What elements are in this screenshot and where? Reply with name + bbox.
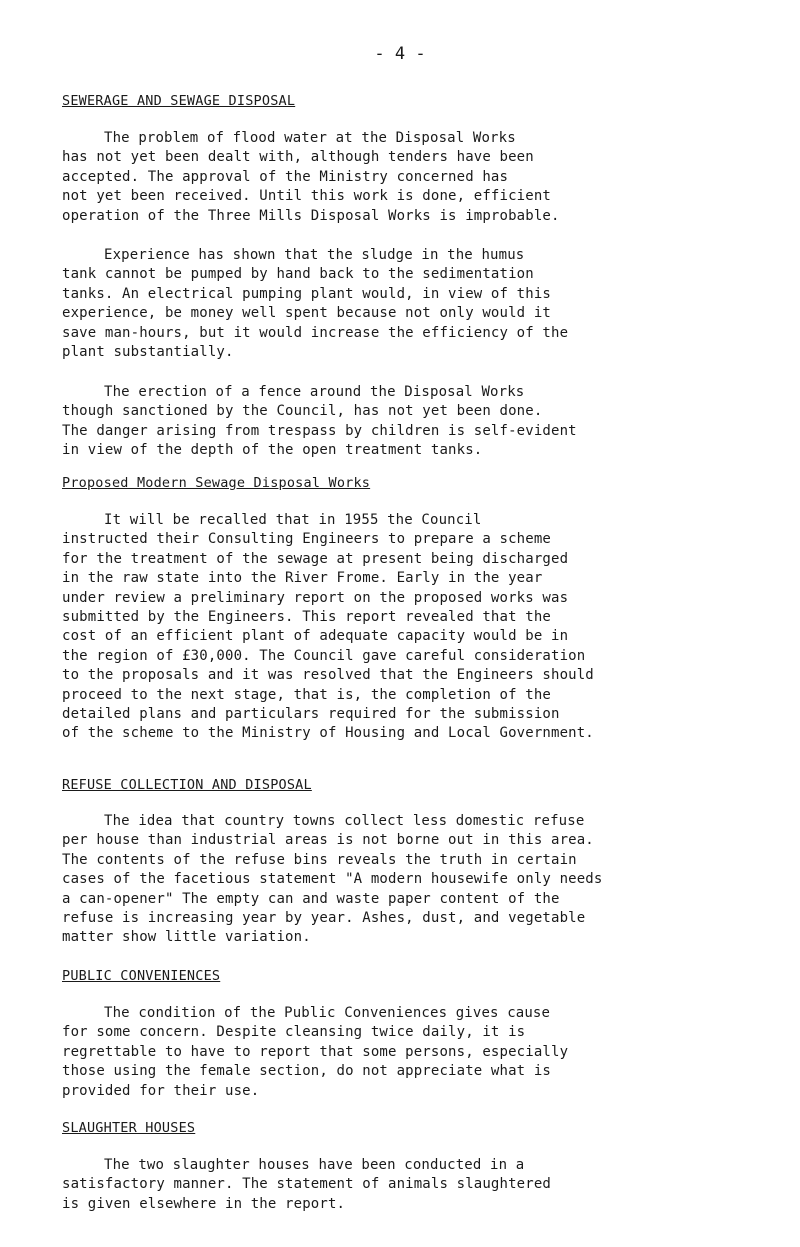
section-public-conveniences bbox=[62, 968, 752, 984]
text-line: matter show little variation. bbox=[62, 929, 311, 946]
page-number: - 4 - bbox=[374, 44, 426, 64]
text-line: regrettable to have to report that some persons, especially bbox=[62, 1043, 569, 1060]
text-line: a can-opener" The empty can and waste paper content of the bbox=[62, 890, 560, 907]
text-line: the region of £30,000. The Council gave careful consideration bbox=[62, 647, 586, 664]
text-line: refuse is increasing year by year. Ashes, dust, and vegetable bbox=[62, 910, 586, 927]
paragraph bbox=[62, 1004, 752, 1101]
section-heading: Proposed Modern Sewage Disposal Works bbox=[62, 475, 371, 491]
text-line: cases of the facetious statement "A modern housewife only needs bbox=[62, 871, 603, 888]
paragraph bbox=[62, 812, 752, 948]
text-line: The idea that country towns collect less domestic refuse bbox=[104, 813, 585, 829]
text-line: The condition of the Public Conveniences gives cause bbox=[104, 1005, 551, 1021]
section-heading: PUBLIC CONVENIENCES bbox=[62, 968, 221, 984]
paragraph bbox=[62, 246, 752, 362]
text-line: Experience has shown that the sludge in the humus bbox=[104, 247, 525, 263]
text-line: provided for their use. bbox=[62, 1082, 260, 1099]
paragraph bbox=[62, 129, 752, 226]
text-line: instructed their Consulting Engineers to prepare a scheme bbox=[62, 531, 551, 548]
section-slaughter-houses bbox=[62, 1120, 752, 1136]
text-line: proceed to the next stage, that is, the completion of the bbox=[62, 686, 551, 703]
paragraph bbox=[62, 511, 752, 744]
text-line: save man-hours, but it would increase the efficiency of the bbox=[62, 324, 569, 341]
text-line: has not yet been dealt with, although tenders have been bbox=[62, 149, 534, 166]
text-line: The danger arising from trespass by children is self-evident bbox=[62, 422, 577, 439]
text-line: operation of the Three Mills Disposal Works is improbable. bbox=[62, 207, 560, 224]
text-line: accepted. The approval of the Ministry concerned has bbox=[62, 168, 509, 185]
text-line: those using the female section, do not appreciate what is bbox=[62, 1063, 551, 1080]
text-line: not yet been received. Until this work is done, efficient bbox=[62, 188, 551, 205]
text-line: The problem of flood water at the Disposal Works bbox=[104, 130, 516, 146]
text-line: submitted by the Engineers. This report revealed that the bbox=[62, 609, 551, 626]
section-refuse bbox=[62, 777, 752, 793]
text-line: tank cannot be pumped by hand back to the sedimentation bbox=[62, 266, 534, 283]
section-heading: SLAUGHTER HOUSES bbox=[62, 1120, 196, 1136]
text-line: tanks. An electrical pumping plant would, in view of this bbox=[62, 285, 551, 302]
section-heading: REFUSE COLLECTION AND DISPOSAL bbox=[62, 777, 312, 793]
text-line: to the proposals and it was resolved that the Engineers should bbox=[62, 667, 594, 684]
section-proposed-works bbox=[62, 475, 752, 491]
text-line: detailed plans and particulars required for the submission bbox=[62, 706, 560, 723]
text-line: though sanctioned by the Council, has not yet been done. bbox=[62, 403, 543, 420]
section-sewerage bbox=[62, 93, 752, 109]
text-line: The contents of the refuse bins reveals the truth in certain bbox=[62, 851, 577, 868]
text-line: for the treatment of the sewage at present being discharged bbox=[62, 550, 569, 567]
text-line: satisfactory manner. The statement of animals slaughtered bbox=[62, 1176, 551, 1193]
text-line: experience, be money well spent because not only would it bbox=[62, 305, 551, 322]
text-line: It will be recalled that in 1955 the Council bbox=[104, 512, 482, 528]
section-heading: SEWERAGE AND SEWAGE DISPOSAL bbox=[62, 93, 296, 109]
text-line: of the scheme to the Ministry of Housing and Local Government. bbox=[62, 725, 594, 742]
paragraph bbox=[62, 1156, 752, 1214]
text-line: per house than industrial areas is not borne out in this area. bbox=[62, 832, 594, 849]
text-line: in the raw state into the River Frome. Early in the year bbox=[62, 570, 543, 587]
text-line: under review a preliminary report on the proposed works was bbox=[62, 589, 569, 606]
text-line: The erection of a fence around the Disposal Works bbox=[104, 384, 525, 400]
paragraph bbox=[62, 383, 752, 461]
text-line: for some concern. Despite cleansing twice daily, it is bbox=[62, 1024, 526, 1041]
text-line: cost of an efficient plant of adequate capacity would be in bbox=[62, 628, 569, 645]
text-line: The two slaughter houses have been conducted in a bbox=[104, 1157, 525, 1173]
text-line: plant substantially. bbox=[62, 344, 234, 361]
text-line: is given elsewhere in the report. bbox=[62, 1195, 346, 1212]
text-line: in view of the depth of the open treatment tanks. bbox=[62, 442, 483, 459]
